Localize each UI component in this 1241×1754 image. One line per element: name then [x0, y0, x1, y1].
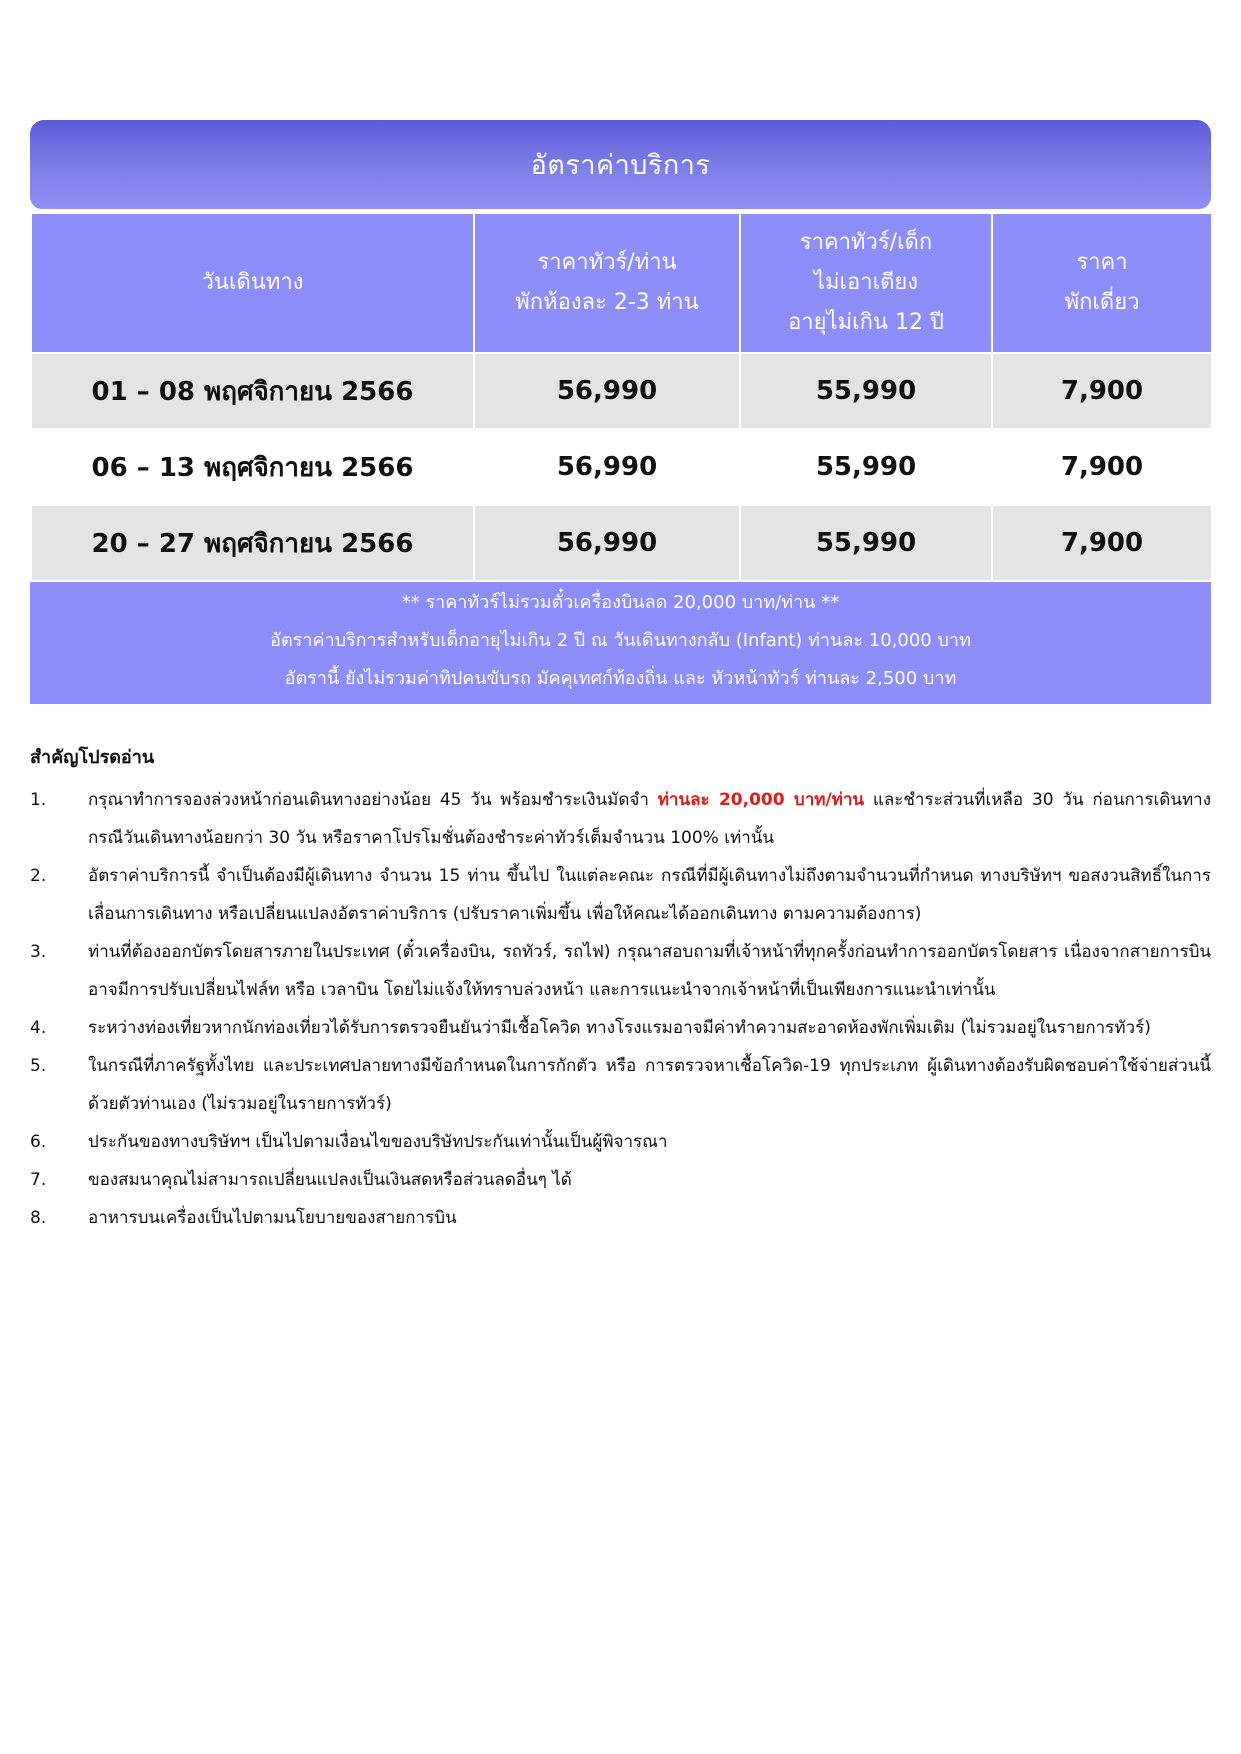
price-table [30, 212, 1213, 582]
important-section [30, 742, 1211, 1237]
price-table-title: อัตราค่าบริการ [30, 120, 1211, 209]
list-item [30, 1123, 1211, 1161]
header-line: ราคาทัวร์/เด็ก [799, 230, 933, 255]
item-text-part: กรุณาทำการจองล่วงหน้าก่อนเดินทางอย่างน้อย 45 วัน พร้อมชำระเงินมัดจำ [88, 790, 658, 810]
table-row [31, 505, 1212, 581]
item-number: 3. [30, 942, 47, 962]
header-line: ราคา [1076, 250, 1128, 275]
cell-child-price: 55,990 [740, 429, 992, 505]
cell-single-price: 7,900 [992, 429, 1212, 505]
list-item [30, 1047, 1211, 1123]
item-text [88, 781, 1211, 857]
item-number: 2. [30, 866, 47, 886]
list-item [30, 781, 1211, 857]
list-item [30, 1199, 1211, 1237]
cell-adult-price: 56,990 [474, 353, 740, 429]
header-line: พักเดี่ยว [1064, 290, 1140, 315]
list-item [30, 1161, 1211, 1199]
header-line: พักห้องละ 2-3 ท่าน [515, 290, 699, 315]
price-note: อัตรานี้ ยังไม่รวมค่าทิปคนขับรถ มัคคุเทศก์ท้องถิ่น และ หัวหน้าทัวร์ ท่านละ 2,500 บาท [284, 668, 957, 689]
price-section [30, 120, 1211, 704]
cell-travel-date: 01 – 08 พฤศจิกายน 2566 [31, 353, 474, 429]
item-number: 7. [30, 1170, 47, 1190]
item-text: อาหารบนเครื่องเป็นไปตามนโยบายของสายการบิน [88, 1208, 457, 1228]
cell-travel-date: 06 – 13 พฤศจิกายน 2566 [31, 429, 474, 505]
header-line: วันเดินทาง [201, 270, 304, 295]
price-note: อัตราค่าบริการสำหรับเด็กอายุไม่เกิน 2 ปี ณ วันเดินทางกลับ (Infant) ท่านละ 10,000 บาท [270, 630, 971, 651]
item-number: 4. [30, 1018, 47, 1038]
header-line: ไม่เอาเตียง [813, 270, 919, 295]
cell-single-price: 7,900 [992, 505, 1212, 581]
header-line: ราคาทัวร์/ท่าน [537, 250, 677, 275]
item-text: ในกรณีที่ภาครัฐทั้งไทย และประเทศปลายทางมีข้อกำหนดในการกักตัว หรือ การตรวจหาเชื้อโควิด-19 ทุกประเภท ผู้เดินทางต้องรับผิดชอบค่าใช้จ่ายส่วนนี้ด้วยตัวท่านเอง (ไม่รวมอยู่ในรายการทัวร์) [88, 1056, 1211, 1114]
list-item [30, 933, 1211, 1009]
important-title: สำคัญโปรดอ่าน [30, 747, 155, 768]
cell-travel-date: 20 – 27 พฤศจิกายน 2566 [31, 505, 474, 581]
price-note: ** ราคาทัวร์ไม่รวมตั๋วเครื่องบินลด 20,000 บาท/ท่าน ** [401, 592, 840, 613]
item-number: 5. [30, 1056, 47, 1076]
cell-single-price: 7,900 [992, 353, 1212, 429]
cell-adult-price: 56,990 [474, 429, 740, 505]
cell-adult-price: 56,990 [474, 505, 740, 581]
header-single-price [992, 213, 1212, 353]
item-text: ของสมนาคุณไม่สามารถเปลี่ยนแปลงเป็นเงินสดหรือส่วนลดอื่นๆ ได้ [88, 1170, 572, 1190]
list-item [30, 1009, 1211, 1047]
item-text: ประกันของทางบริษัทฯ เป็นไปตามเงื่อนไขของบริษัทประกันเท่านั้นเป็นผู้พิจารณา [88, 1132, 668, 1152]
item-number: 1. [30, 790, 47, 810]
list-item [30, 857, 1211, 933]
item-text: ท่านที่ต้องออกบัตรโดยสารภายในประเทศ (ตั๋วเครื่องบิน, รถทัวร์, รถไฟ) กรุณาสอบถามที่เจ้าหน้าที่ทุกครั้งก่อนทำการออกบัตรโดยสาร เนื่องจากสายการบินอาจมีการปรับเปลี่ยนไฟล์ท หรือ เวลาบิน โดยไม่แจ้งให้ทราบล่วงหน้า และการแนะนำจากเจ้าหน้าที่เป็นเพียงการแนะนำเท่านั้น [88, 942, 1211, 1000]
item-number: 6. [30, 1132, 47, 1152]
deposit-highlight: ท่านละ 20,000 บาท/ท่าน [657, 790, 865, 810]
table-header-row [31, 213, 1212, 353]
header-travel-date [31, 213, 474, 353]
header-adult-price [474, 213, 740, 353]
header-line: อายุไม่เกิน 12 ปี [788, 310, 944, 335]
price-notes [30, 582, 1211, 704]
header-child-price [740, 213, 992, 353]
item-text: ระหว่างท่องเที่ยวหากนักท่องเที่ยวได้รับการตรวจยืนยันว่ามีเชื้อโควิด ทางโรงแรมอาจมีค่าทำความสะอาดห้องพักเพิ่มเติม (ไม่รวมอยู่ในรายการทัวร์) [88, 1018, 1151, 1038]
cell-child-price: 55,990 [740, 353, 992, 429]
table-row [31, 353, 1212, 429]
table-row [31, 429, 1212, 505]
item-text: อัตราค่าบริการนี้ จำเป็นต้องมีผู้เดินทาง จำนวน 15 ท่าน ขึ้นไป ในแต่ละคณะ กรณีที่มีผู้เดินทางไม่ถึงตามจำนวนที่กำหนด ทางบริษัทฯ ขอสงวนสิทธิ์ในการเลื่อนการเดินทาง หรือเปลี่ยนแปลงอัตราค่าบริการ (ปรับราคาเพิ่มขึ้น เพื่อให้คณะได้ออกเดินทาง ตามความต้องการ) [88, 866, 1211, 924]
item-text-part: และชำระส่วนที่เหลือ 30 วัน ก่อนการเดินทาง กรณีวันเดินทางน้อยกว่า 30 วัน หรือราคาโปรโมชั่นต้องชำระค่าทัวร์เต็มจำนวน 100% เท่านั้น [88, 790, 1212, 848]
item-number: 8. [30, 1208, 47, 1228]
cell-child-price: 55,990 [740, 505, 992, 581]
